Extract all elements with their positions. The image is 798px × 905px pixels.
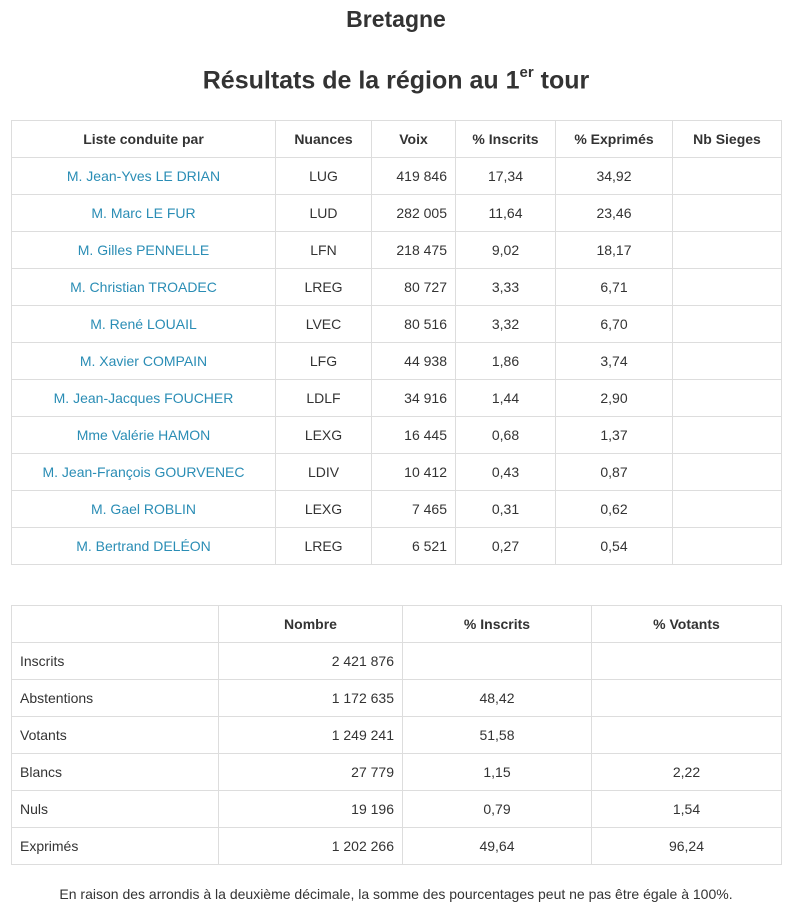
candidate-link[interactable]: M. Marc LE FUR xyxy=(12,195,276,232)
pct-exprimes-cell: 23,46 xyxy=(556,195,673,232)
nuance-cell: LUG xyxy=(276,158,372,195)
region-title: Bretagne xyxy=(346,6,446,32)
candidate-link[interactable]: M. Gilles PENNELLE xyxy=(12,232,276,269)
sieges-cell xyxy=(673,491,782,528)
table-row xyxy=(12,454,782,491)
candidate-link[interactable]: M. Xavier COMPAIN xyxy=(12,343,276,380)
sieges-cell xyxy=(673,306,782,343)
nuance-cell: LFN xyxy=(276,232,372,269)
pct-inscrits-cell: 1,15 xyxy=(403,754,592,791)
pct-exprimes-cell: 6,71 xyxy=(556,269,673,306)
pct-inscrits-cell: 11,64 xyxy=(456,195,556,232)
nombre-cell: 27 779 xyxy=(219,754,403,791)
table-row xyxy=(12,158,782,195)
table-row xyxy=(12,195,782,232)
nuance-cell: LDIV xyxy=(276,454,372,491)
table-row xyxy=(12,491,782,528)
header-voix: Voix xyxy=(372,121,456,158)
nombre-cell: 19 196 xyxy=(219,791,403,828)
pct-inscrits-cell: 9,02 xyxy=(456,232,556,269)
sieges-cell xyxy=(673,417,782,454)
nuance-cell: LREG xyxy=(276,528,372,565)
header-empty xyxy=(12,606,219,643)
voix-cell: 80 727 xyxy=(372,269,456,306)
summary-header-row xyxy=(12,606,782,643)
results-title-tail: tour xyxy=(533,66,590,95)
nuance-cell: LFG xyxy=(276,343,372,380)
table-row xyxy=(12,754,782,791)
candidate-link[interactable]: M. Bertrand DELÉON xyxy=(12,528,276,565)
pct-inscrits-cell: 3,33 xyxy=(456,269,556,306)
voix-cell: 10 412 xyxy=(372,454,456,491)
pct-votants-cell: 2,22 xyxy=(592,754,782,791)
pct-exprimes-cell: 18,17 xyxy=(556,232,673,269)
results-title-sup: er xyxy=(519,64,534,81)
sieges-cell xyxy=(673,195,782,232)
candidate-link[interactable]: Mme Valérie HAMON xyxy=(12,417,276,454)
rounding-footnote: En raison des arrondis à la deuxième décimale, la somme des pourcentages peut ne pas être égale à 100%. xyxy=(59,886,733,902)
results-title xyxy=(0,66,792,95)
pct-inscrits-cell xyxy=(403,643,592,680)
nuance-cell: LDLF xyxy=(276,380,372,417)
results-title-main: Résultats de la région au 1 xyxy=(202,66,520,95)
pct-inscrits-cell: 1,86 xyxy=(456,343,556,380)
summary-table xyxy=(11,605,782,865)
nombre-cell: 1 249 241 xyxy=(219,717,403,754)
nuance-cell: LVEC xyxy=(276,306,372,343)
pct-inscrits-cell: 17,34 xyxy=(456,158,556,195)
pct-votants-cell: 1,54 xyxy=(592,791,782,828)
nombre-cell: 1 172 635 xyxy=(219,680,403,717)
pct-inscrits-cell: 0,27 xyxy=(456,528,556,565)
candidates-table xyxy=(11,120,782,565)
sieges-cell xyxy=(673,454,782,491)
table-row xyxy=(12,680,782,717)
pct-exprimes-cell: 1,37 xyxy=(556,417,673,454)
summary-label: Abstentions xyxy=(12,680,219,717)
pct-inscrits-cell: 0,43 xyxy=(456,454,556,491)
sieges-cell xyxy=(673,158,782,195)
candidate-link[interactable]: M. René LOUAIL xyxy=(12,306,276,343)
pct-votants-cell: 96,24 xyxy=(592,828,782,865)
candidate-link[interactable]: M. Jean-Jacques FOUCHER xyxy=(12,380,276,417)
candidate-link[interactable]: M. Jean-Yves LE DRIAN xyxy=(12,158,276,195)
voix-cell: 6 521 xyxy=(372,528,456,565)
sieges-cell xyxy=(673,380,782,417)
table-row xyxy=(12,232,782,269)
header-pct-exprimes: % Exprimés xyxy=(556,121,673,158)
pct-inscrits-cell: 49,64 xyxy=(403,828,592,865)
pct-votants-cell xyxy=(592,643,782,680)
nuance-cell: LEXG xyxy=(276,491,372,528)
voix-cell: 34 916 xyxy=(372,380,456,417)
summary-label: Nuls xyxy=(12,791,219,828)
pct-inscrits-cell: 0,31 xyxy=(456,491,556,528)
header-pct-votants: % Votants xyxy=(592,606,782,643)
pct-inscrits-cell: 51,58 xyxy=(403,717,592,754)
sieges-cell xyxy=(673,269,782,306)
pct-votants-cell xyxy=(592,680,782,717)
summary-label: Blancs xyxy=(12,754,219,791)
header-nuances: Nuances xyxy=(276,121,372,158)
header-nombre: Nombre xyxy=(219,606,403,643)
pct-exprimes-cell: 6,70 xyxy=(556,306,673,343)
pct-inscrits-cell: 3,32 xyxy=(456,306,556,343)
candidates-header-row xyxy=(12,121,782,158)
pct-inscrits-cell: 48,42 xyxy=(403,680,592,717)
voix-cell: 80 516 xyxy=(372,306,456,343)
pct-exprimes-cell: 0,62 xyxy=(556,491,673,528)
summary-label: Inscrits xyxy=(12,643,219,680)
nuance-cell: LEXG xyxy=(276,417,372,454)
nombre-cell: 1 202 266 xyxy=(219,828,403,865)
candidate-link[interactable]: M. Jean-François GOURVENEC xyxy=(12,454,276,491)
summary-label: Votants xyxy=(12,717,219,754)
table-row xyxy=(12,791,782,828)
voix-cell: 44 938 xyxy=(372,343,456,380)
header-pct-inscrits: % Inscrits xyxy=(403,606,592,643)
table-row xyxy=(12,306,782,343)
summary-label: Exprimés xyxy=(12,828,219,865)
pct-exprimes-cell: 3,74 xyxy=(556,343,673,380)
nuance-cell: LREG xyxy=(276,269,372,306)
pct-inscrits-cell: 0,68 xyxy=(456,417,556,454)
header-pct-inscrits: % Inscrits xyxy=(456,121,556,158)
table-row xyxy=(12,643,782,680)
pct-inscrits-cell: 1,44 xyxy=(456,380,556,417)
table-row xyxy=(12,380,782,417)
header-liste: Liste conduite par xyxy=(12,121,276,158)
voix-cell: 16 445 xyxy=(372,417,456,454)
table-row xyxy=(12,343,782,380)
pct-exprimes-cell: 0,87 xyxy=(556,454,673,491)
table-row xyxy=(12,717,782,754)
pct-inscrits-cell: 0,79 xyxy=(403,791,592,828)
table-row xyxy=(12,528,782,565)
pct-votants-cell xyxy=(592,717,782,754)
pct-exprimes-cell: 0,54 xyxy=(556,528,673,565)
table-row xyxy=(12,269,782,306)
table-row xyxy=(12,828,782,865)
sieges-cell xyxy=(673,528,782,565)
pct-exprimes-cell: 34,92 xyxy=(556,158,673,195)
voix-cell: 419 846 xyxy=(372,158,456,195)
voix-cell: 218 475 xyxy=(372,232,456,269)
candidate-link[interactable]: M. Christian TROADEC xyxy=(12,269,276,306)
pct-exprimes-cell: 2,90 xyxy=(556,380,673,417)
header-nb-sieges: Nb Sieges xyxy=(673,121,782,158)
voix-cell: 7 465 xyxy=(372,491,456,528)
nombre-cell: 2 421 876 xyxy=(219,643,403,680)
table-row xyxy=(12,417,782,454)
nuance-cell: LUD xyxy=(276,195,372,232)
candidate-link[interactable]: M. Gael ROBLIN xyxy=(12,491,276,528)
voix-cell: 282 005 xyxy=(372,195,456,232)
sieges-cell xyxy=(673,232,782,269)
sieges-cell xyxy=(673,343,782,380)
